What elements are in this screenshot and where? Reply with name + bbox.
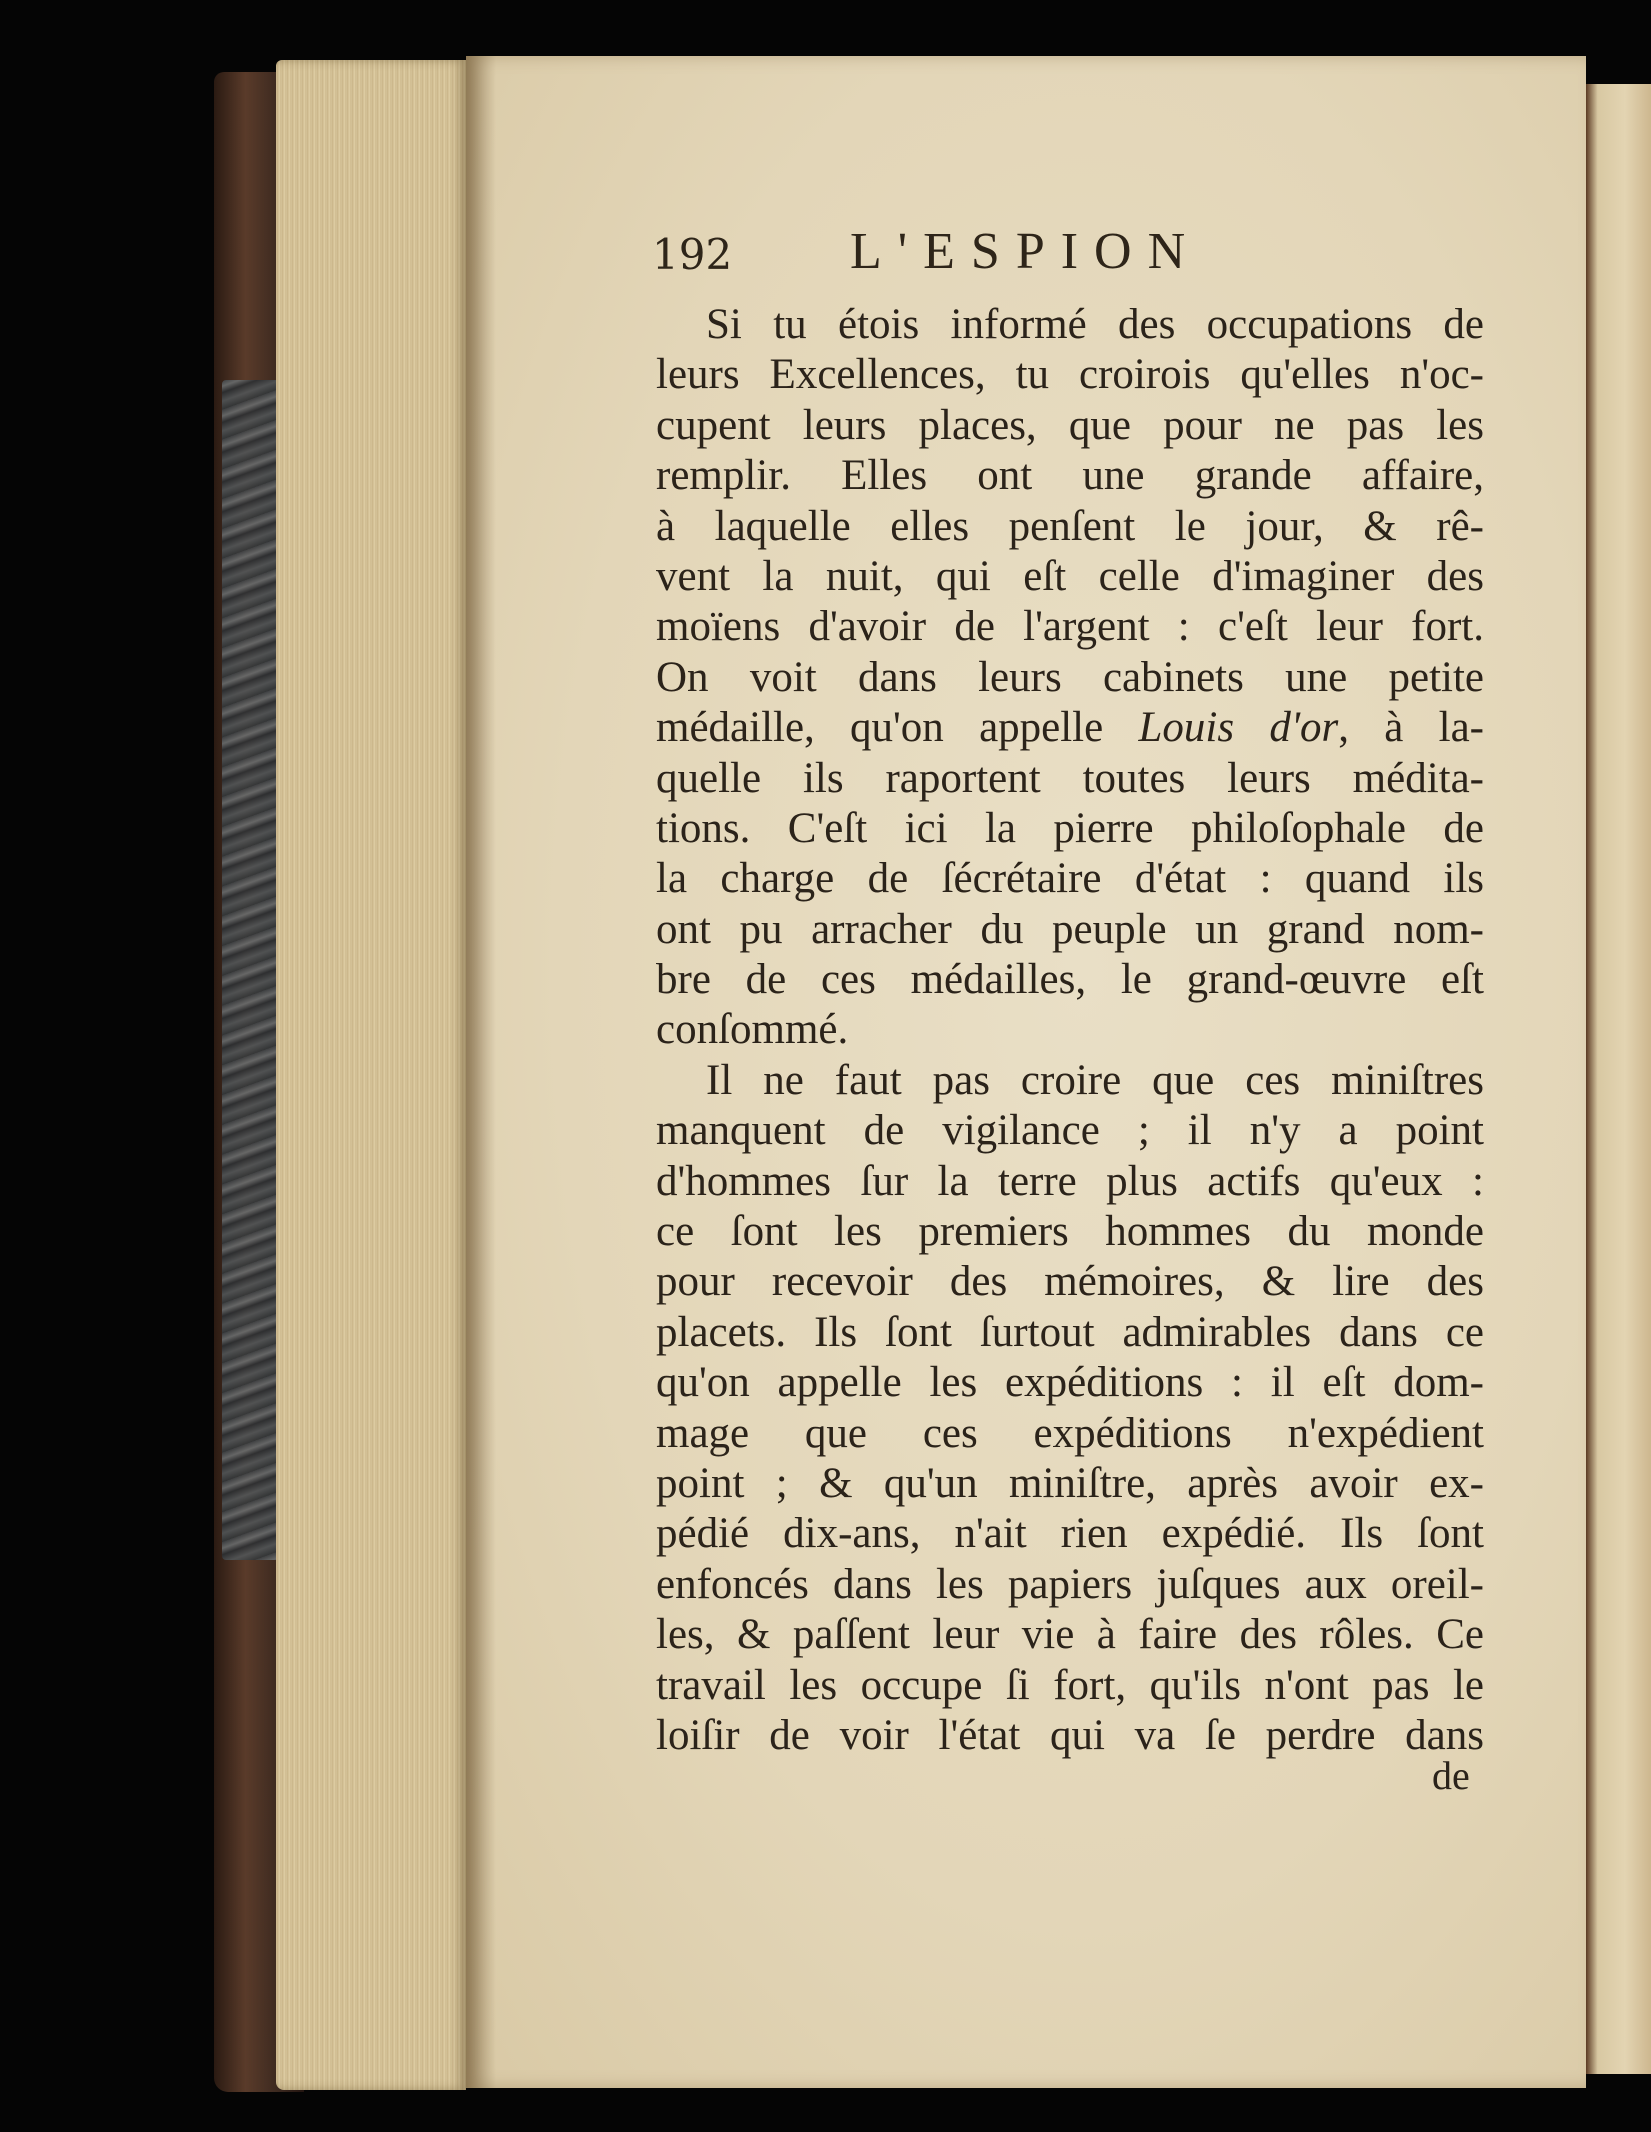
text-line: leurs Excellences, tu croirois qu'elles n'oc-: [656, 351, 1484, 399]
page-number: 192: [652, 230, 733, 279]
text-line: bre de ces médailles, le grand-œuvre eſt: [656, 956, 1484, 1004]
text-line: [656, 703, 1484, 753]
page-edges: [276, 60, 466, 2090]
text-line: tions. C'eſt ici la pierre philoſophale de: [656, 804, 1484, 852]
page-title: L'ESPION: [850, 223, 1202, 280]
text-line: pédié dix-ans, n'ait rien expédié. Ils ſont: [656, 1510, 1484, 1558]
text-line: les, & paſſent leur vie à faire des rôles. Ce: [656, 1611, 1484, 1659]
text-line: conſommé.: [656, 1006, 849, 1054]
text-line: placets. Ils ſont ſurtout admirables dans ce: [656, 1308, 1484, 1356]
text-line: vent la nuit, qui eſt celle d'imaginer des: [656, 552, 1484, 600]
text-line: remplir. Elles ont une grande affaire,: [656, 452, 1484, 500]
facing-page-edge: [1586, 84, 1651, 2074]
text-line: mage que ces expéditions n'expédient: [656, 1409, 1484, 1457]
text-line: cupent leurs places, que pour ne pas les: [656, 401, 1484, 449]
text-line: quelle ils raportent toutes leurs médita-: [656, 754, 1484, 802]
text-segment: , à la-: [1338, 704, 1484, 752]
text-line: ont pu arracher du peuple un grand nom-: [656, 905, 1484, 953]
gutter-shadow: [466, 56, 496, 2088]
text-line: loiſir de voir l'état qui va ſe perdre dans: [656, 1711, 1484, 1759]
text-line: qu'on appelle les expéditions : il eſt dom-: [656, 1359, 1484, 1407]
text-segment: médaille, qu'on appelle: [656, 704, 1139, 752]
marbled-cover-board: [222, 380, 282, 1560]
text-line: moïens d'avoir de l'argent : c'eſt leur fort.: [656, 603, 1484, 651]
paragraph: [656, 300, 1484, 1056]
paragraph: [656, 1056, 1484, 1761]
body-text: [656, 300, 1484, 1761]
running-head: [652, 222, 1332, 292]
text-line: enfoncés dans les papiers juſques aux oreil-: [656, 1560, 1484, 1608]
text-line: pour recevoir des mémoires, & lire des: [656, 1258, 1484, 1306]
text-line: d'hommes ſur la terre plus actifs qu'eux :: [656, 1157, 1484, 1205]
text-line: ce ſont les premiers hommes du monde: [656, 1208, 1484, 1256]
text-line: Si tu étois informé des occupations de: [706, 301, 1484, 348]
text-line: travail les occupe ſi fort, qu'ils n'ont pas le: [656, 1661, 1484, 1709]
text-line: la charge de ſécrétaire d'état : quand ils: [656, 855, 1484, 903]
italic-term: Louis d'or: [1138, 704, 1339, 752]
text-line: point ; & qu'un miniſtre, après avoir ex-: [656, 1459, 1484, 1507]
catchword: de: [1432, 1753, 1470, 1798]
text-line: On voit dans leurs cabinets une petite: [656, 653, 1484, 701]
text-line: à laquelle elles penſent le jour, & rê-: [656, 502, 1484, 550]
text-line: Il ne faut pas croire que ces miniſtres: [706, 1056, 1484, 1104]
text-line: manquent de vigilance ; il n'y a point: [656, 1107, 1484, 1155]
